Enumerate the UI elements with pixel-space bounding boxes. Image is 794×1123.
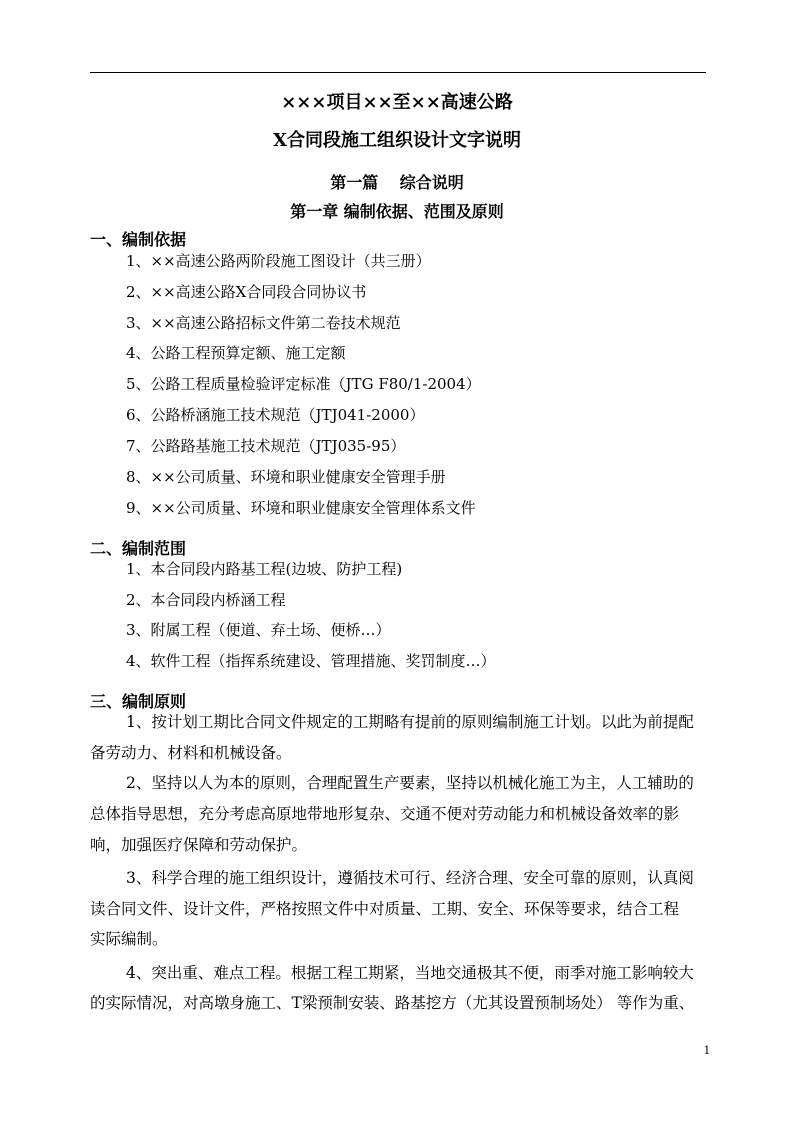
- page-number: 1: [703, 1042, 710, 1057]
- paragraph-line: 读合同文件、设计文件，严格按照文件中对质量、工期、安全、环保等要求，结合工程: [90, 900, 680, 918]
- list-item: 1、本合同段内路基工程(边坡、防护工程): [126, 560, 403, 578]
- list-item: 4、公路工程预算定额、施工定额: [126, 344, 346, 362]
- paragraph-line: 实际编制。: [90, 930, 168, 948]
- paragraph-line: 3、科学合理的施工组织设计，遵循技术可行、经济合理、安全可靠的原则，认真阅: [126, 869, 694, 887]
- paragraph-line: 响，加强医疗保障和劳动保护。: [90, 836, 308, 854]
- list-item: 1、××高速公路两阶段施工图设计（共三册）: [126, 252, 431, 270]
- list-item: 3、××高速公路招标文件第二卷技术规范: [126, 314, 401, 332]
- paragraph-line: 的实际情况，对高墩身施工、T梁预制安装、路基挖方（尤其设置预制场处） 等作为重、: [90, 994, 695, 1012]
- list-item: 4、软件工程（指挥系统建设、管理措施、奖罚制度…）: [126, 652, 496, 670]
- list-item: 9、××公司质量、环境和职业健康安全管理体系文件: [126, 499, 476, 517]
- paragraph-line: 备劳动力、材料和机械设备。: [90, 744, 292, 762]
- document-subtitle: X合同段施工组织设计文字说明: [273, 130, 521, 151]
- chapter-heading: 第一章 编制依据、范围及原则: [290, 202, 504, 221]
- list-item: 7、公路路基施工技术规范（JTJ035-95）: [126, 437, 406, 455]
- list-item: 3、附属工程（便道、弃土场、便桥…）: [126, 621, 391, 639]
- list-item: 2、本合同段内桥涵工程: [126, 591, 286, 609]
- section-heading-basis: 一、编制依据: [90, 230, 187, 249]
- section-heading-scope: 二、编制范围: [90, 539, 187, 558]
- paragraph-line: 2、坚持以人为本的原则，合理配置生产要素，坚持以机械化施工为主，人工辅助的: [126, 774, 694, 792]
- list-item: 2、××高速公路X合同段合同协议书: [126, 283, 367, 301]
- document-title: ×××项目××至××高速公路: [281, 92, 513, 113]
- paragraph-line: 4、突出重、难点工程。根据工程工期紧，当地交通极其不便，雨季对施工影响较大: [126, 964, 694, 982]
- section-heading-principles: 三、编制原则: [90, 692, 187, 711]
- paragraph-line: 1、按计划工期比合同文件规定的工期略有提前的原则编制施工计划。以此为前提配: [126, 713, 694, 731]
- list-item: 5、公路工程质量检验评定标准（JTG F80/1-2004）: [126, 375, 481, 393]
- paragraph-line: 总体指导思想，充分考虑高原地带地形复杂、交通不便对劳动能力和机械设备效率的影: [90, 805, 680, 823]
- list-item: 8、××公司质量、环境和职业健康安全管理手册: [126, 468, 446, 486]
- list-item: 6、公路桥涵施工技术规范（JTJ041-2000）: [126, 406, 425, 424]
- header-rule: [90, 72, 706, 73]
- part-heading: 第一篇 综合说明: [330, 173, 464, 192]
